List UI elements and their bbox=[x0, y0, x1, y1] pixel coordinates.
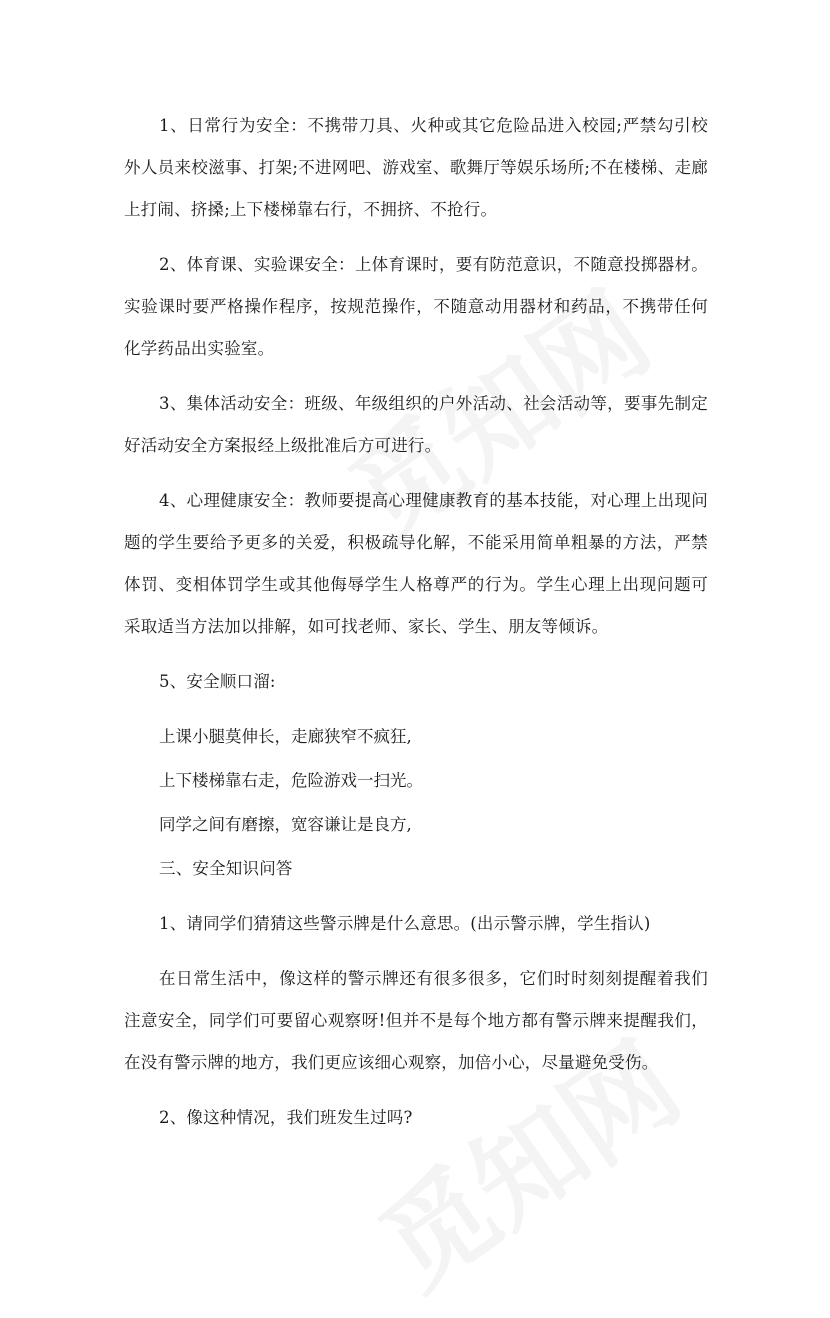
rhyme-line: 同学之间有磨擦，宽容谦让是良方, bbox=[159, 815, 412, 834]
document-body bbox=[124, 105, 708, 1152]
section-heading: 三、安全知识问答 bbox=[159, 859, 293, 878]
question-1: 1、请同学们猜猜这些警示牌是什么意思。(出示警示牌，学生指认) bbox=[159, 914, 651, 933]
paragraph-group-activity-safety: 3、集体活动安全：班级、年级组织的户外活动、社会活动等，要事先制定好活动安全方案报经上级批准后方可进行。 bbox=[124, 394, 708, 455]
paragraph-daily-safety: 1、日常行为安全：不携带刀具、火种或其它危险品进入校园;严禁勾引校外人员来校滋事、打架;不进网吧、游戏室、歌舞厅等娱乐场所;不在楼梯、走廊上打闹、挤搡;上下楼梯靠右行，不拥挤、不抢行。 bbox=[124, 116, 708, 219]
question-1-answer: 在日常生活中，像这样的警示牌还有很多很多，它们时时刻刻提醒着我们注意安全，同学们可要留心观察呀!但并不是每个地方都有警示牌来提醒我们，在没有警示牌的地方，我们更应该细心观察，加倍小心，尽量避免受伤。 bbox=[124, 969, 708, 1072]
question-2: 2、像这种情况，我们班发生过吗? bbox=[159, 1108, 413, 1127]
rhyme-line: 上下楼梯靠右走，危险游戏一扫光。 bbox=[159, 771, 423, 790]
paragraph-safety-rhyme-heading: 5、安全顺口溜: bbox=[159, 672, 276, 691]
rhyme-line: 上课小腿莫伸长，走廊狭窄不疯狂, bbox=[159, 727, 412, 746]
paragraph-pe-lab-safety: 2、体育课、实验课安全：上体育课时，要有防范意识，不随意投掷器材。实验课时要严格操作程序，按规范操作，不随意动用器材和药品，不携带任何化学药品出实验室。 bbox=[124, 255, 708, 358]
paragraph-mental-health-safety: 4、心理健康安全：教师要提高心理健康教育的基本技能，对心理上出现问题的学生要给予更多的关爱，积极疏导化解，不能采用简单粗暴的方法，严禁体罚、变相体罚学生或其他侮辱学生人格尊严的行为。学生心理上出现问题可采取适当方法加以排解，如可找老师、家长、学生、朋友等倾诉。 bbox=[124, 491, 708, 636]
